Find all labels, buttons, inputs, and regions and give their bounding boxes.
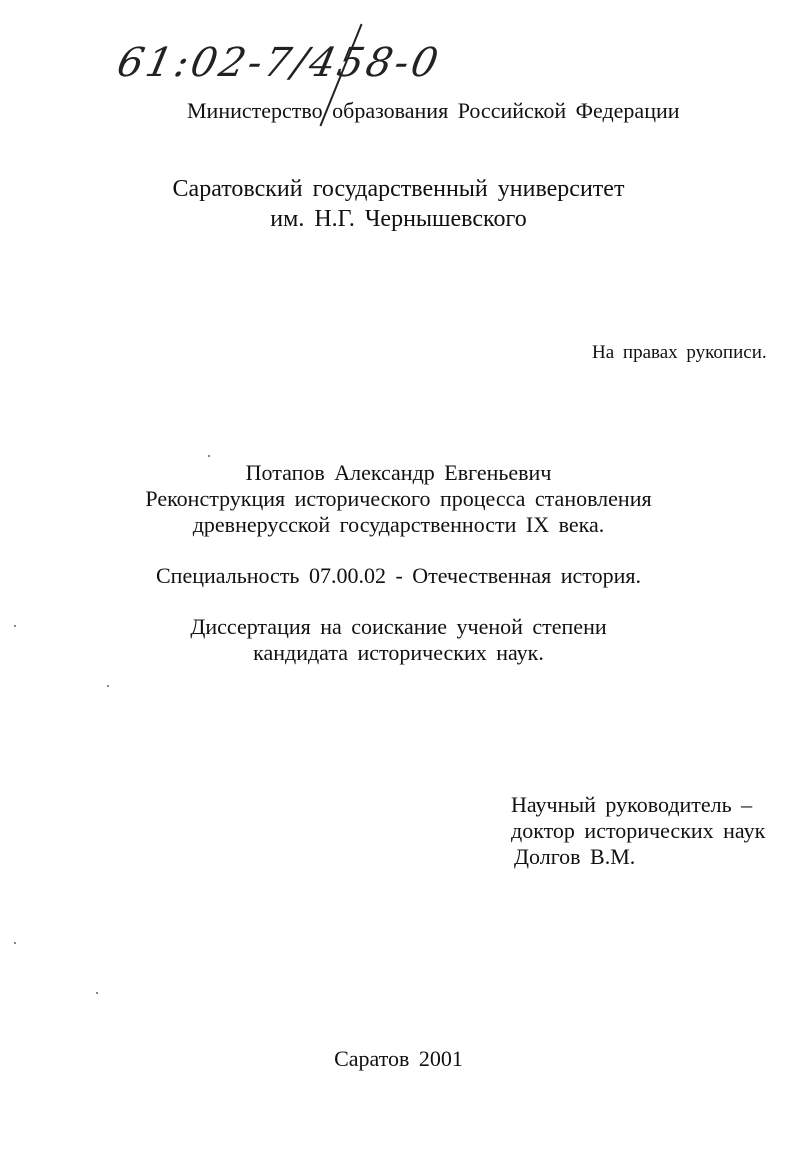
ministry: Министерство образования Российской Федерации — [187, 98, 680, 123]
specialty: Специальность 07.00.02 - Отечественная история. — [156, 563, 641, 588]
title-line1: Реконструкция исторического процесса становления — [145, 486, 652, 511]
degree-line2: кандидата исторических наук. — [253, 640, 544, 665]
advisor-line2: доктор исторических наук — [511, 818, 766, 843]
manuscript-note: На правах рукописи. — [592, 342, 767, 363]
scan-speck — [107, 685, 109, 687]
city-year: Саратов 2001 — [334, 1046, 463, 1071]
advisor-line3: Долгов В.М. — [514, 844, 636, 869]
title-line2: древнерусской государственности IX века. — [192, 512, 605, 537]
scan-speck — [96, 992, 98, 994]
handwritten-code: 61:02-7/458-0 — [113, 40, 445, 86]
degree-line1: Диссертация на соискание ученой степени — [190, 614, 607, 639]
scan-speck — [208, 455, 210, 457]
author-name: Потапов Александр Евгеньевич — [245, 460, 552, 485]
scan-speck — [14, 625, 16, 627]
scan-speck — [14, 942, 16, 944]
university-line2: им. Н.Г. Чернышевского — [270, 206, 527, 232]
university-line1: Саратовский государственный университет — [172, 176, 625, 202]
advisor-line1: Научный руководитель – — [511, 792, 753, 817]
